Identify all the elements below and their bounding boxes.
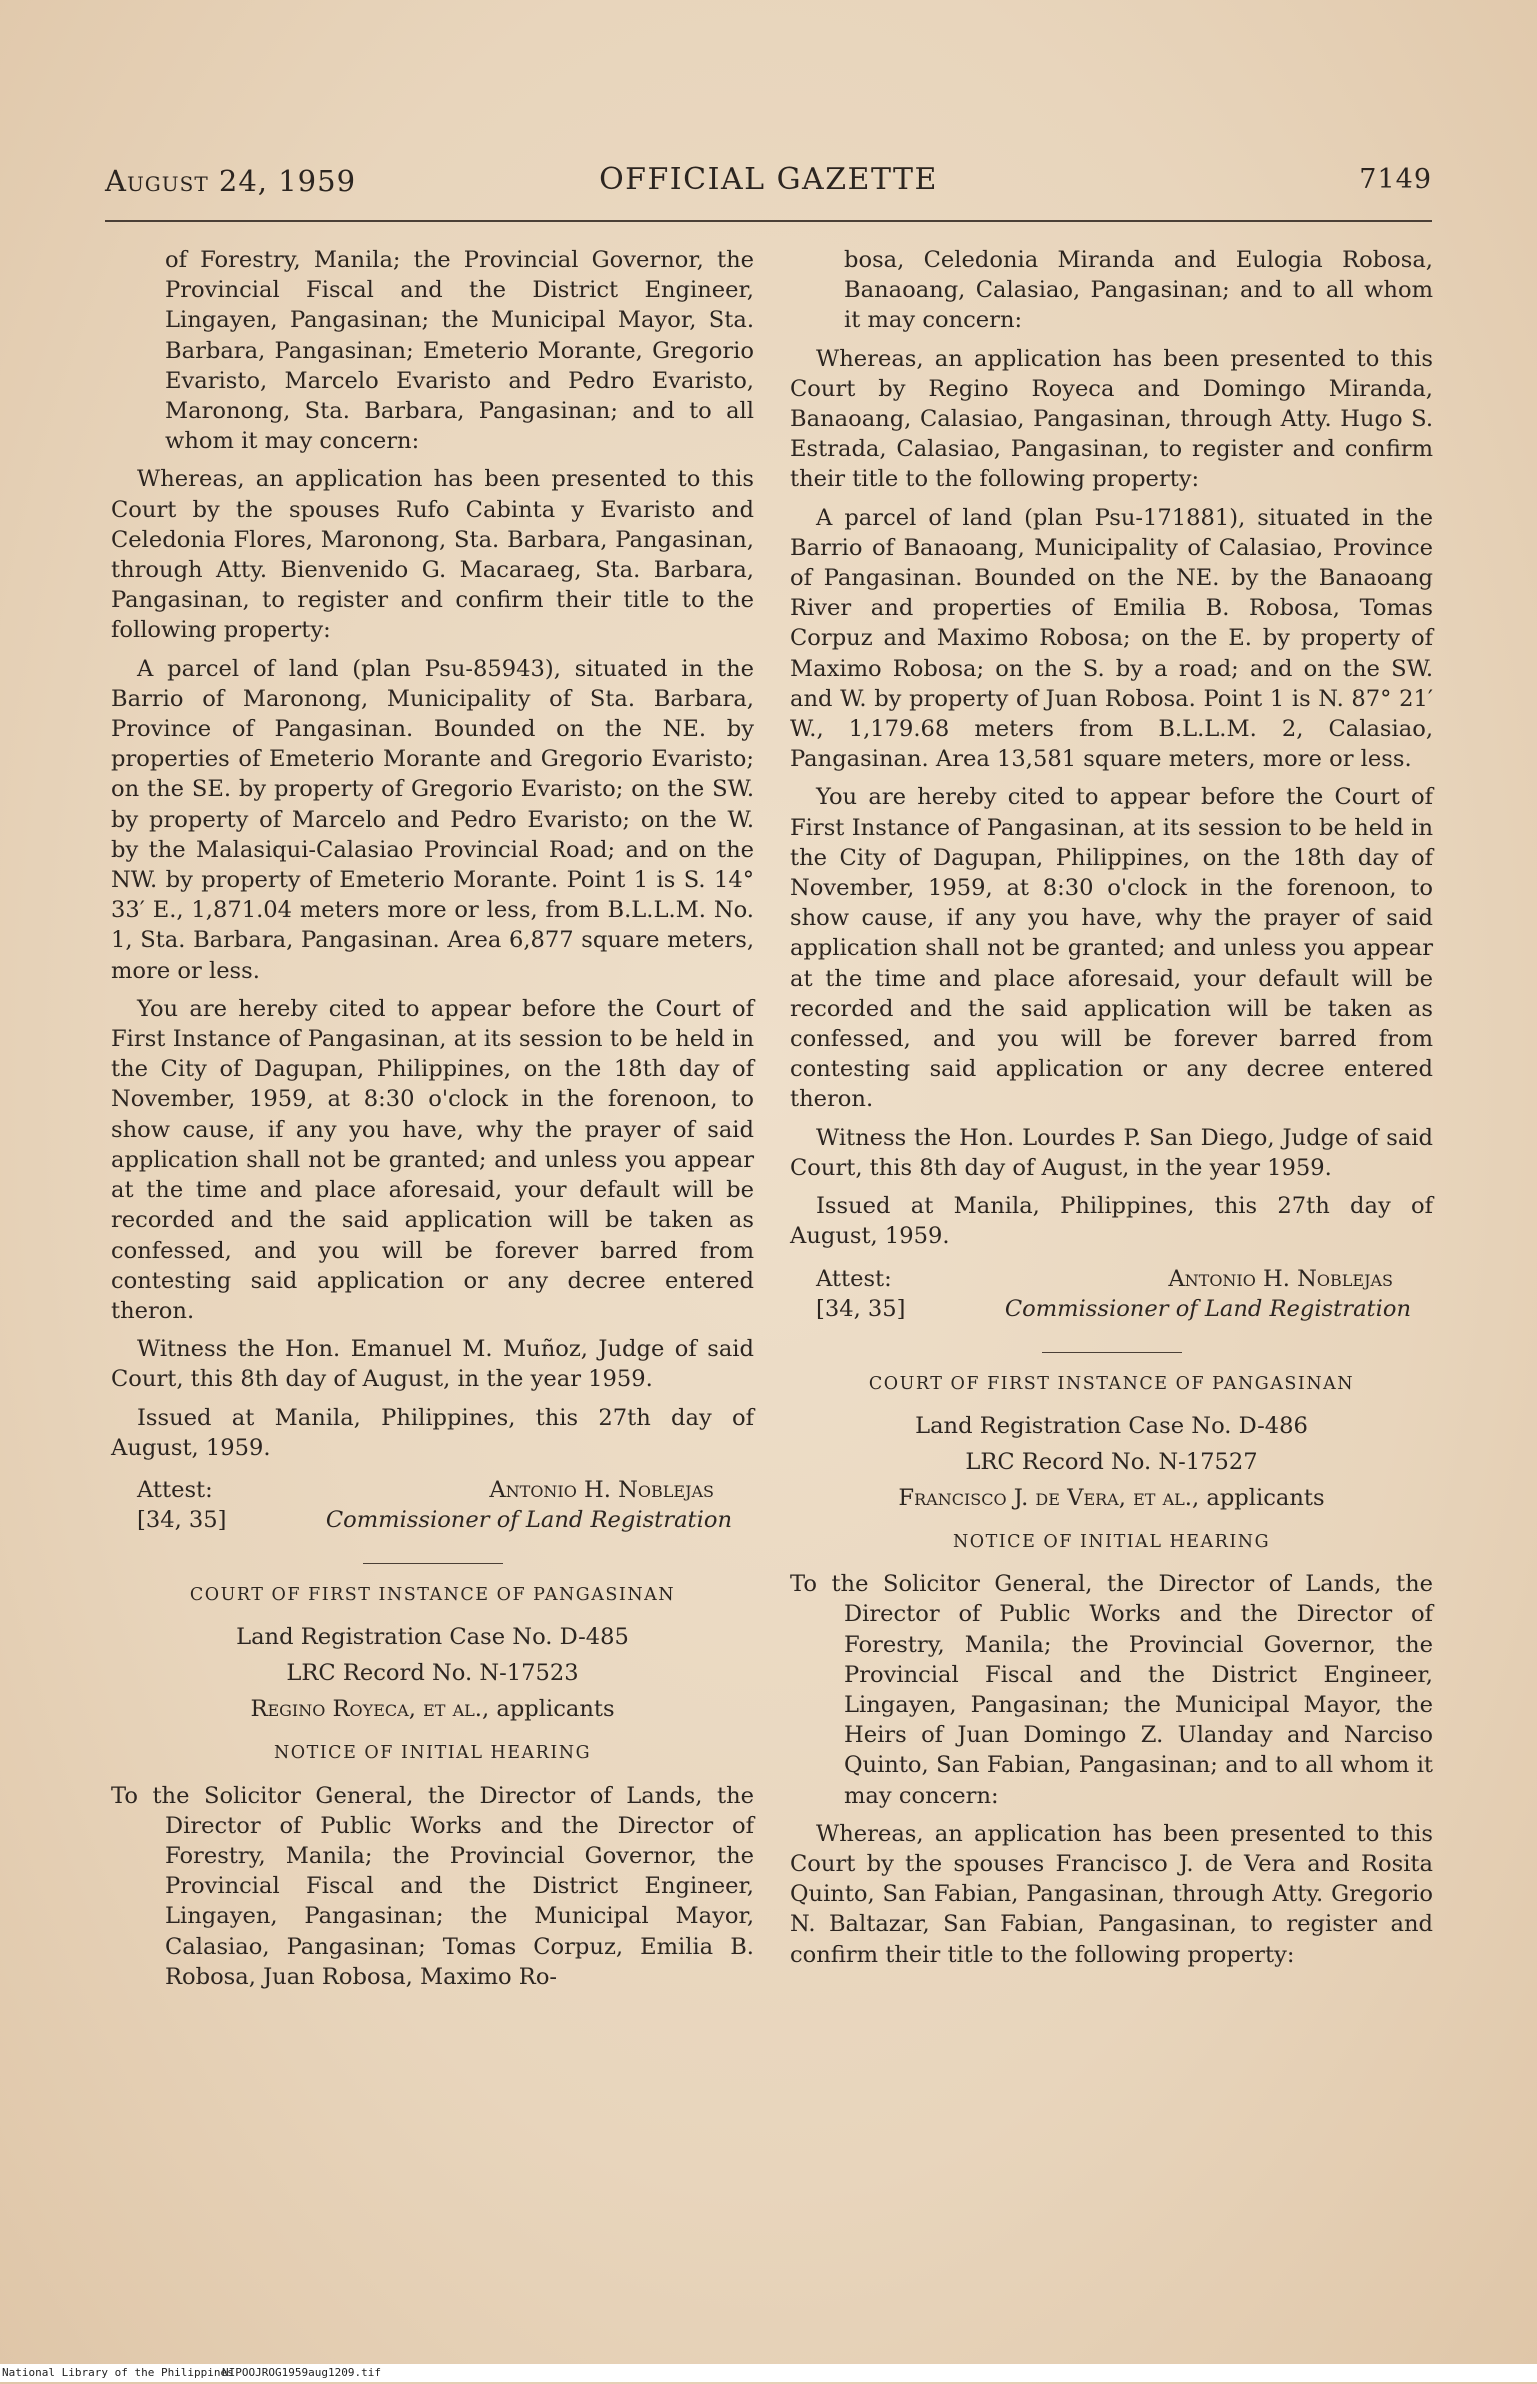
attest-signatory-title: Commissioner of Land Registration [325,1506,732,1533]
header-date: August 24, 1959 [105,164,357,198]
citation-paragraph: You are hereby cited to appear before the Court of First Instance of Pangasinan, at its session to be held in the City of Dagupan, Philippines, on the 18th day of November, 1959, at 8:30 o'clock in the forenoon, to show cause, if any you have, why the prayer of said application shall not be granted; and unless you appear at the time and place aforesaid, your default will be recorded and the said application will be taken as confessed, and you will be forever barred from contesting said application or any decree entered theron. [111,995,754,1324]
applicants-name: Regino Royeca, et al., [250,1696,490,1723]
attest-reference: [34, 35] [137,1506,227,1533]
attest-label: Attest: [137,1476,213,1503]
application-paragraph: Whereas, an application has been presented to this Court by the spouses Rufo Cabinta y Evaristo and Celedonia Flores, Maronong, Sta. Barbara, Pangasinan, through Atty. Bienvenido G. Macaraeg, Sta. Barbara, Pangasinan, to register and confirm their title to the following property: [111,466,754,644]
attest-signatory-title: Commissioner of Land Registration [1004,1295,1411,1322]
section-divider [363,1563,503,1564]
footer-library: National Library of the Philippines [2,2366,234,2379]
page-header [105,158,1432,208]
footer-file-name: NIPOOJROG1959aug1209.tif [222,2366,381,2379]
application-paragraph: Whereas, an application has been presented to this Court by Regino Royeca and Domingo Miranda, Banaoang, Calasiao, Pangasinan, through Atty. Hugo S. Estrada, Calasiao, Pangasinan, to register and confirm their title to the following property: [790,345,1433,493]
case-number: Land Registration Case No. D-486 [915,1412,1308,1439]
court-heading: COURT OF FIRST INSTANCE OF PANGASINAN [868,1373,1355,1394]
attestation-block [111,1475,754,1537]
scan-footer [0,2364,1537,2382]
attest-signatory: Antonio H. Noblejas [1168,1265,1393,1292]
court-heading: COURT OF FIRST INSTANCE OF PANGASINAN [189,1584,676,1605]
left-column [111,245,754,2000]
notice-heading: NOTICE OF INITIAL HEARING [952,1531,1271,1552]
applicants-line [111,1694,754,1724]
attest-label: Attest: [816,1265,892,1292]
applicants-line [790,1483,1433,1513]
issued-paragraph: Issued at Manila, Philippines, this 27th day of August, 1959. [111,1404,754,1461]
attest-signatory: Antonio H. Noblejas [489,1476,714,1503]
attest-reference: [34, 35] [816,1295,906,1322]
applicants-suffix: applicants [1206,1484,1325,1511]
notice-addressees-continued: of Forestry, Manila; the Provincial Governor, the Provincial Fiscal and the District Engineer, Lingayen, Pangasinan; the Municipal Mayor, Sta. Barbara, Pangasinan; Emeterio Morante, Gregorio Evaristo, Marcelo Evaristo and Pedro Evaristo, Maronong, Sta. Barbara, Pangasinan; and to all whom it may concern: [165,247,754,455]
applicants-suffix: applicants [496,1696,615,1723]
property-description: A parcel of land (plan Psu-85943), situated in the Barrio of Maronong, Municipality of Sta. Barbara, Province of Pangasinan. Bounded on the NE. by properties of Emeterio Morante and Gregorio Evaristo; on the SE. by property of Gregorio Evaristo; on the SW. by property of Marcelo and Pedro Evaristo; on the W. by the Malasiqui-Calasiao Provincial Road; and on the NW. by property of Emeterio Morante. Point 1 is S. 14° 33′ E., 1,871.04 meters more or less, from B.L.L.M. No. 1, Sta. Barbara, Pangasinan. Area 6,877 square meters, more or less. [111,655,754,984]
property-description: A parcel of land (plan Psu-171881), situated in the Barrio of Banaoang, Municipality of Calasiao, Province of Pangasinan. Bounded on the NE. by the Banaoang River and properties of Emilia B. Robosa, Tomas Corpuz and Maximo Robosa; on the E. by property of Maximo Robosa; on the S. by a road; and on the SW. and W. by property of Juan Robosa. Point 1 is N. 87° 21′ W., 1,179.68 meters from B.L.L.M. 2, Calasiao, Pangasinan. Area 13,581 square meters, more or less. [790,504,1433,773]
header-page-number: 7149 [1359,164,1432,195]
issued-paragraph: Issued at Manila, Philippines, this 27th day of August, 1959. [790,1193,1433,1250]
right-column [790,245,1433,1978]
citation-paragraph: You are hereby cited to appear before the Court of First Instance of Pangasinan, at its session to be held in the City of Dagupan, Philippines, on the 18th day of November, 1959, at 8:30 o'clock in the forenoon, to show cause, if any you have, why the prayer of said application shall not be granted; and unless you appear at the time and place aforesaid, your default will be recorded and the said application will be taken as confessed, and you will be forever barred from contesting said application or any decree entered theron. [790,784,1433,1113]
section-divider [1042,1352,1182,1353]
witness-paragraph: Witness the Hon. Emanuel M. Muñoz, Judge of said Court, this 8th day of August, in the year 1959. [111,1336,754,1393]
application-paragraph: Whereas, an application has been presented to this Court by the spouses Francisco J. de Vera and Rosita Quinto, San Fabian, Pangasinan, through Atty. Gregorio N. Baltazar, San Fabian, Pangasinan, to register and confirm their title to the following property: [790,1820,1433,1968]
record-number: LRC Record No. N-17523 [286,1660,579,1687]
notice-heading: NOTICE OF INITIAL HEARING [273,1743,592,1764]
notice-addressees: To the Solicitor General, the Director of Lands, the Director of Public Works and the Director of Forestry, Manila; the Provincial Governor, the Provincial Fiscal and the District Engineer, Lingayen, Pangasinan; the Municipal Mayor, the Heirs of Juan Domingo Z. Ulanday and Narciso Quinto, San Fabian, Pangasinan; and to all whom it may concern: [790,1571,1433,1809]
record-number: LRC Record No. N-17527 [965,1448,1258,1475]
notice-addressees-continued: bosa, Celedonia Miranda and Eulogia Robosa, Banaoang, Calasiao, Pangasinan; and to all whom it may concern: [844,247,1433,334]
notice-addressees: To the Solicitor General, the Director of Lands, the Director of Public Works and the Director of Forestry, Manila; the Provincial Governor, the Provincial Fiscal and the District Engineer, Lingayen, Pangasinan; the Municipal Mayor, Calasiao, Pangasinan; Tomas Corpuz, Emilia B. Robosa, Juan Robosa, Maximo Ro- [111,1782,754,1990]
attestation-block [790,1264,1433,1326]
witness-paragraph: Witness the Hon. Lourdes P. San Diego, Judge of said Court, this 8th day of August, in the year 1959. [790,1124,1433,1181]
header-rule [105,220,1432,222]
case-number: Land Registration Case No. D-485 [236,1624,629,1651]
header-title: OFFICIAL GAZETTE [599,162,938,197]
applicants-name: Francisco J. de Vera, et al., [898,1484,1200,1511]
